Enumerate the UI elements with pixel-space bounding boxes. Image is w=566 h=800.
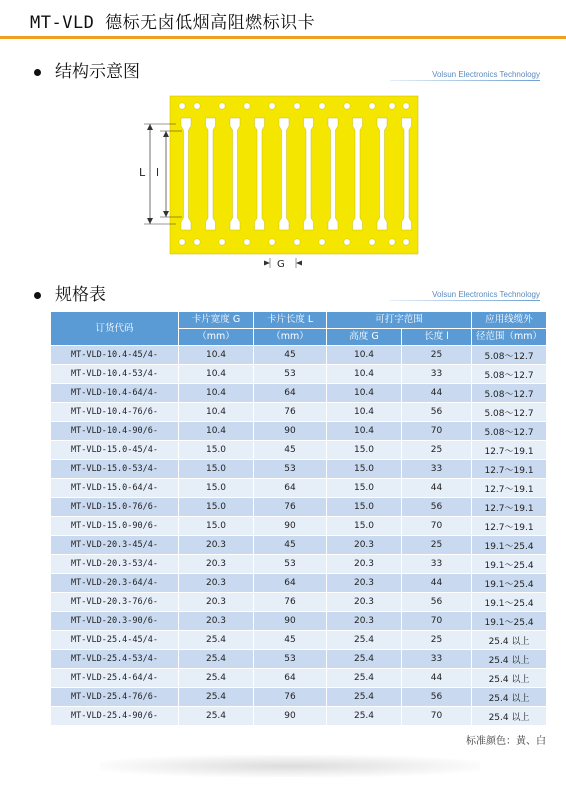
cell-cable-range: 5.08～12.7 [472, 403, 547, 422]
cell-card-width: 25.4 [179, 631, 254, 650]
cell-cable-range: 5.08～12.7 [472, 365, 547, 384]
cell-order-code: MT-VLD-10.4-45/4- [51, 346, 179, 365]
cell-cable-range: 19.1～25.4 [472, 593, 547, 612]
spec-table-body [51, 346, 547, 726]
cell-print-height: 15.0 [327, 460, 402, 479]
cell-print-height: 25.4 [327, 650, 402, 669]
cell-card-width: 10.4 [179, 384, 254, 403]
cell-print-length: 56 [402, 688, 472, 707]
cell-card-width: 25.4 [179, 688, 254, 707]
mounting-hole [403, 239, 409, 245]
cell-card-length: 45 [254, 631, 327, 650]
page-title: MT-VLD 德标无卤低烟高阻燃标识卡 [30, 13, 316, 33]
table-row [51, 517, 547, 536]
spec-table [50, 311, 547, 726]
cell-card-width: 20.3 [179, 574, 254, 593]
cell-card-length: 90 [254, 517, 327, 536]
table-row [51, 707, 547, 726]
cell-order-code: MT-VLD-25.4-45/4- [51, 631, 179, 650]
cell-card-length: 53 [254, 650, 327, 669]
cell-order-code: MT-VLD-20.3-64/4- [51, 574, 179, 593]
cell-print-length: 56 [402, 498, 472, 517]
header-print-range: 可打字范围 [327, 312, 472, 329]
cell-card-width: 20.3 [179, 612, 254, 631]
cell-order-code: MT-VLD-10.4-90/6- [51, 422, 179, 441]
table-row [51, 346, 547, 365]
cell-print-length: 70 [402, 612, 472, 631]
cell-card-length: 53 [254, 555, 327, 574]
mounting-hole [219, 239, 225, 245]
cell-print-height: 15.0 [327, 498, 402, 517]
structure-diagram [130, 88, 420, 268]
cell-card-width: 10.4 [179, 346, 254, 365]
mounting-hole [244, 239, 250, 245]
cell-card-length: 64 [254, 479, 327, 498]
mounting-hole [389, 239, 395, 245]
table-row [51, 441, 547, 460]
cell-cable-range: 25.4 以上 [472, 650, 547, 669]
cell-print-height: 10.4 [327, 384, 402, 403]
cell-order-code: MT-VLD-15.0-64/4- [51, 479, 179, 498]
cell-cable-range: 25.4 以上 [472, 669, 547, 688]
cell-cable-range: 25.4 以上 [472, 688, 547, 707]
standard-colors-note: 标准颜色：黄、白 [466, 736, 546, 747]
label-l: l [156, 166, 160, 179]
watermark-rule [390, 300, 540, 301]
cell-print-height: 25.4 [327, 631, 402, 650]
cell-card-length: 64 [254, 384, 327, 403]
cell-print-length: 44 [402, 574, 472, 593]
cell-print-height: 25.4 [327, 669, 402, 688]
table-row [51, 403, 547, 422]
header-cable-range: 应用线缆外 [472, 312, 547, 329]
cell-print-length: 44 [402, 479, 472, 498]
section-heading-label: 规格表 [55, 285, 106, 305]
watermark-text: Volsun Electronics Technology [432, 290, 540, 299]
mounting-hole [294, 103, 300, 109]
watermark-text: Volsun Electronics Technology [432, 70, 540, 79]
mounting-hole [369, 239, 375, 245]
cell-order-code: MT-VLD-25.4-53/4- [51, 650, 179, 669]
cell-cable-range: 19.1～25.4 [472, 555, 547, 574]
cell-card-length: 76 [254, 498, 327, 517]
header-length-unit: （mm） [254, 329, 327, 346]
cell-card-length: 90 [254, 612, 327, 631]
cell-card-length: 64 [254, 574, 327, 593]
cell-card-length: 90 [254, 422, 327, 441]
cell-print-length: 33 [402, 555, 472, 574]
cell-card-width: 20.3 [179, 593, 254, 612]
cell-card-width: 25.4 [179, 669, 254, 688]
table-row [51, 631, 547, 650]
cell-cable-range: 5.08～12.7 [472, 346, 547, 365]
mounting-hole [344, 239, 350, 245]
mounting-hole [179, 103, 185, 109]
table-row [51, 650, 547, 669]
section-heading-structure [34, 57, 140, 82]
table-row [51, 555, 547, 574]
table-row [51, 498, 547, 517]
cell-card-length: 45 [254, 441, 327, 460]
mounting-hole [269, 103, 275, 109]
cell-cable-range: 25.4 以上 [472, 707, 547, 726]
cell-card-width: 20.3 [179, 555, 254, 574]
cell-order-code: MT-VLD-20.3-45/4- [51, 536, 179, 555]
table-row [51, 574, 547, 593]
cell-card-width: 15.0 [179, 498, 254, 517]
mounting-hole [344, 103, 350, 109]
cell-order-code: MT-VLD-15.0-53/4- [51, 460, 179, 479]
cell-print-height: 10.4 [327, 346, 402, 365]
header-cable-range-2: 径范围（mm） [472, 329, 547, 346]
cell-order-code: MT-VLD-20.3-53/4- [51, 555, 179, 574]
section-heading-specs [34, 280, 106, 305]
cell-card-length: 64 [254, 669, 327, 688]
cell-card-width: 25.4 [179, 707, 254, 726]
cell-print-length: 70 [402, 422, 472, 441]
cell-order-code: MT-VLD-20.3-76/6- [51, 593, 179, 612]
cell-print-length: 56 [402, 403, 472, 422]
cell-print-length: 25 [402, 346, 472, 365]
bullet-icon [34, 69, 41, 76]
cell-print-height: 20.3 [327, 593, 402, 612]
cell-print-length: 70 [402, 517, 472, 536]
table-row [51, 365, 547, 384]
cell-card-width: 10.4 [179, 403, 254, 422]
table-row [51, 460, 547, 479]
cell-order-code: MT-VLD-10.4-64/4- [51, 384, 179, 403]
cell-cable-range: 5.08～12.7 [472, 384, 547, 403]
cell-order-code: MT-VLD-25.4-64/4- [51, 669, 179, 688]
cell-cable-range: 25.4 以上 [472, 631, 547, 650]
table-row [51, 422, 547, 441]
mounting-hole [319, 103, 325, 109]
cell-order-code: MT-VLD-15.0-45/4- [51, 441, 179, 460]
cell-cable-range: 5.08～12.7 [472, 422, 547, 441]
cell-order-code: MT-VLD-20.3-90/6- [51, 612, 179, 631]
header-length-l: 长度 l [402, 329, 472, 346]
cell-card-width: 20.3 [179, 536, 254, 555]
bottom-shadow [100, 755, 480, 777]
cell-order-code: MT-VLD-15.0-76/6- [51, 498, 179, 517]
cell-print-length: 33 [402, 365, 472, 384]
cell-print-height: 20.3 [327, 574, 402, 593]
table-row [51, 536, 547, 555]
mounting-hole [244, 103, 250, 109]
cell-card-length: 76 [254, 593, 327, 612]
cell-card-length: 53 [254, 460, 327, 479]
cell-card-length: 90 [254, 707, 327, 726]
section-heading-label: 结构示意图 [55, 62, 140, 82]
mounting-hole [269, 239, 275, 245]
cell-print-length: 44 [402, 384, 472, 403]
cell-cable-range: 12.7～19.1 [472, 460, 547, 479]
cell-print-length: 25 [402, 631, 472, 650]
cell-cable-range: 12.7～19.1 [472, 479, 547, 498]
table-row [51, 669, 547, 688]
mounting-hole [369, 103, 375, 109]
cell-cable-range: 12.7～19.1 [472, 498, 547, 517]
cell-order-code: MT-VLD-10.4-76/6- [51, 403, 179, 422]
cell-print-height: 20.3 [327, 536, 402, 555]
cell-card-width: 10.4 [179, 365, 254, 384]
label-L: L [139, 166, 146, 179]
cell-card-width: 15.0 [179, 460, 254, 479]
cell-print-height: 20.3 [327, 555, 402, 574]
cell-print-height: 10.4 [327, 403, 402, 422]
cell-print-height: 20.3 [327, 612, 402, 631]
cell-card-length: 53 [254, 365, 327, 384]
cell-cable-range: 19.1～25.4 [472, 536, 547, 555]
mounting-hole [403, 103, 409, 109]
cell-print-height: 10.4 [327, 422, 402, 441]
cell-print-length: 33 [402, 460, 472, 479]
cell-order-code: MT-VLD-25.4-76/6- [51, 688, 179, 707]
cell-card-width: 15.0 [179, 517, 254, 536]
mounting-hole [194, 239, 200, 245]
label-G: G [277, 259, 285, 268]
cell-print-height: 15.0 [327, 517, 402, 536]
cell-print-length: 44 [402, 669, 472, 688]
cell-print-height: 15.0 [327, 479, 402, 498]
table-row [51, 479, 547, 498]
cell-card-length: 76 [254, 688, 327, 707]
dimension-G [264, 258, 302, 268]
cell-card-length: 45 [254, 536, 327, 555]
cell-cable-range: 12.7～19.1 [472, 517, 547, 536]
mounting-hole [179, 239, 185, 245]
cell-card-width: 25.4 [179, 650, 254, 669]
cell-print-length: 70 [402, 707, 472, 726]
cell-order-code: MT-VLD-10.4-53/4- [51, 365, 179, 384]
cell-card-length: 76 [254, 403, 327, 422]
cell-card-width: 15.0 [179, 479, 254, 498]
table-row [51, 612, 547, 631]
cell-cable-range: 12.7～19.1 [472, 441, 547, 460]
watermark-rule [390, 80, 540, 81]
header-height-g: 高度 G [327, 329, 402, 346]
cell-cable-range: 19.1～25.4 [472, 612, 547, 631]
bullet-icon [34, 292, 41, 299]
table-row [51, 384, 547, 403]
cell-order-code: MT-VLD-25.4-90/6- [51, 707, 179, 726]
mounting-hole [319, 239, 325, 245]
header-width-unit: （mm） [179, 329, 254, 346]
cell-print-length: 56 [402, 593, 472, 612]
cell-print-height: 10.4 [327, 365, 402, 384]
mounting-hole [219, 103, 225, 109]
mounting-hole [294, 239, 300, 245]
mounting-hole [389, 103, 395, 109]
header-width: 卡片宽度 G [179, 312, 254, 329]
cell-print-length: 25 [402, 441, 472, 460]
cell-print-height: 25.4 [327, 688, 402, 707]
table-row [51, 593, 547, 612]
header-code: 订货代码 [51, 312, 179, 346]
cell-print-length: 25 [402, 536, 472, 555]
cell-print-height: 15.0 [327, 441, 402, 460]
cell-card-length: 45 [254, 346, 327, 365]
cell-card-width: 15.0 [179, 441, 254, 460]
cell-cable-range: 19.1～25.4 [472, 574, 547, 593]
cell-order-code: MT-VLD-15.0-90/6- [51, 517, 179, 536]
cell-card-width: 10.4 [179, 422, 254, 441]
cell-print-height: 25.4 [327, 707, 402, 726]
table-row [51, 688, 547, 707]
cell-print-length: 33 [402, 650, 472, 669]
header-length: 卡片长度 L [254, 312, 327, 329]
title-divider [0, 36, 566, 39]
mounting-hole [194, 103, 200, 109]
